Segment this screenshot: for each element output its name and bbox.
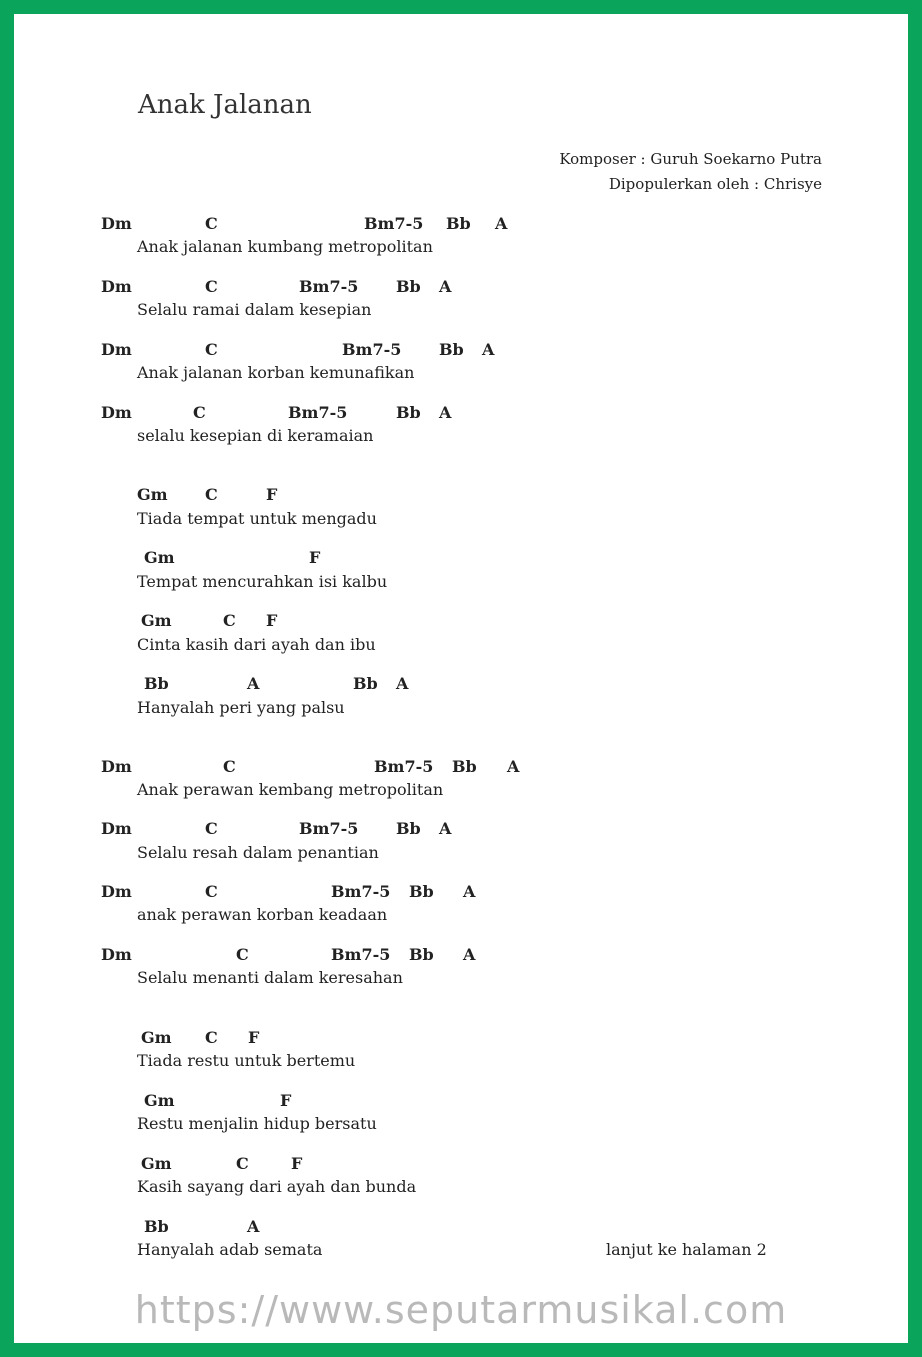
chord: F xyxy=(248,1028,260,1047)
chord: Gm xyxy=(137,485,168,504)
chord: Bb xyxy=(353,674,378,693)
popularized-credit: Dipopulerkan oleh : Chrisye xyxy=(608,175,822,193)
chord: Bm7-5 xyxy=(342,340,402,359)
chord: C xyxy=(223,611,236,630)
chord: C xyxy=(205,277,218,296)
chord: Dm xyxy=(101,757,132,776)
chord: A xyxy=(463,882,476,901)
chord: C xyxy=(205,485,218,504)
chord: Bb xyxy=(396,819,421,838)
chord: F xyxy=(266,485,278,504)
chord: C xyxy=(236,945,249,964)
lyric-line: Hanyalah peri yang palsu xyxy=(137,698,345,717)
chord: Bb xyxy=(446,214,471,233)
lyric-line: Cinta kasih dari ayah dan ibu xyxy=(137,635,376,654)
chord: Bm7-5 xyxy=(299,277,359,296)
lyric-line: Hanyalah adab semata xyxy=(137,1240,323,1259)
chord: F xyxy=(266,611,278,630)
chord: A xyxy=(439,819,452,838)
chord: F xyxy=(309,548,321,567)
chord: Bb xyxy=(396,277,421,296)
chord: C xyxy=(205,214,218,233)
song-title: Anak Jalanan xyxy=(138,90,312,120)
chord: A xyxy=(495,214,508,233)
chord: C xyxy=(223,757,236,776)
chord: Gm xyxy=(144,548,175,567)
chord: Bm7-5 xyxy=(364,214,424,233)
continue-note: lanjut ke halaman 2 xyxy=(606,1240,767,1259)
chord: Gm xyxy=(144,1091,175,1110)
composer-credit: Komposer : Guruh Soekarno Putra xyxy=(559,150,822,168)
chord: Dm xyxy=(101,214,132,233)
website-watermark: https://www.seputarmusikal.com xyxy=(134,1288,788,1332)
chord: C xyxy=(236,1154,249,1173)
lyric-line: Anak perawan kembang metropolitan xyxy=(137,780,444,799)
chord: A xyxy=(439,403,452,422)
chord: C xyxy=(193,403,206,422)
lyric-line: Selalu ramai dalam kesepian xyxy=(137,300,372,319)
chord: Gm xyxy=(141,1154,172,1173)
lyric-line: Anak jalanan korban kemunafikan xyxy=(137,363,415,382)
chord: Bb xyxy=(144,674,169,693)
chord: F xyxy=(291,1154,303,1173)
chord: Dm xyxy=(101,882,132,901)
chord: Dm xyxy=(101,945,132,964)
chord: Dm xyxy=(101,403,132,422)
chord: Bm7-5 xyxy=(331,945,391,964)
lyric-line: anak perawan korban keadaan xyxy=(137,905,388,924)
lyric-line: Selalu resah dalam penantian xyxy=(137,843,379,862)
chord: Dm xyxy=(101,340,132,359)
lyric-line: Kasih sayang dari ayah dan bunda xyxy=(137,1177,417,1196)
chord: Dm xyxy=(101,819,132,838)
chord: C xyxy=(205,819,218,838)
chord: Bb xyxy=(452,757,477,776)
lyric-line: selalu kesepian di keramaian xyxy=(137,426,374,445)
lyric-line: Tempat mencurahkan isi kalbu xyxy=(137,572,388,591)
chord: Bb xyxy=(409,882,434,901)
chord: Bb xyxy=(144,1217,169,1236)
lyric-line: Restu menjalin hidup bersatu xyxy=(137,1114,377,1133)
lyric-line: Tiada tempat untuk mengadu xyxy=(137,509,377,528)
chord: C xyxy=(205,1028,218,1047)
lyric-line: Anak jalanan kumbang metropolitan xyxy=(137,237,433,256)
chord: Bm7-5 xyxy=(374,757,434,776)
chord: Bm7-5 xyxy=(288,403,348,422)
chord: C xyxy=(205,340,218,359)
lyric-line: Selalu menanti dalam keresahan xyxy=(137,968,403,987)
chord: Dm xyxy=(101,277,132,296)
chord: Gm xyxy=(141,1028,172,1047)
chord: Gm xyxy=(141,611,172,630)
chord: Bb xyxy=(439,340,464,359)
chord: A xyxy=(247,1217,260,1236)
chord: A xyxy=(463,945,476,964)
chord: Bb xyxy=(396,403,421,422)
chord: A xyxy=(482,340,495,359)
chord: A xyxy=(507,757,520,776)
lyric-line: Tiada restu untuk bertemu xyxy=(137,1051,356,1070)
chord: A xyxy=(439,277,452,296)
chord: Bb xyxy=(409,945,434,964)
chord: Bm7-5 xyxy=(331,882,391,901)
chord: C xyxy=(205,882,218,901)
chord: F xyxy=(280,1091,292,1110)
chord: A xyxy=(396,674,409,693)
chord: A xyxy=(247,674,260,693)
chord: Bm7-5 xyxy=(299,819,359,838)
